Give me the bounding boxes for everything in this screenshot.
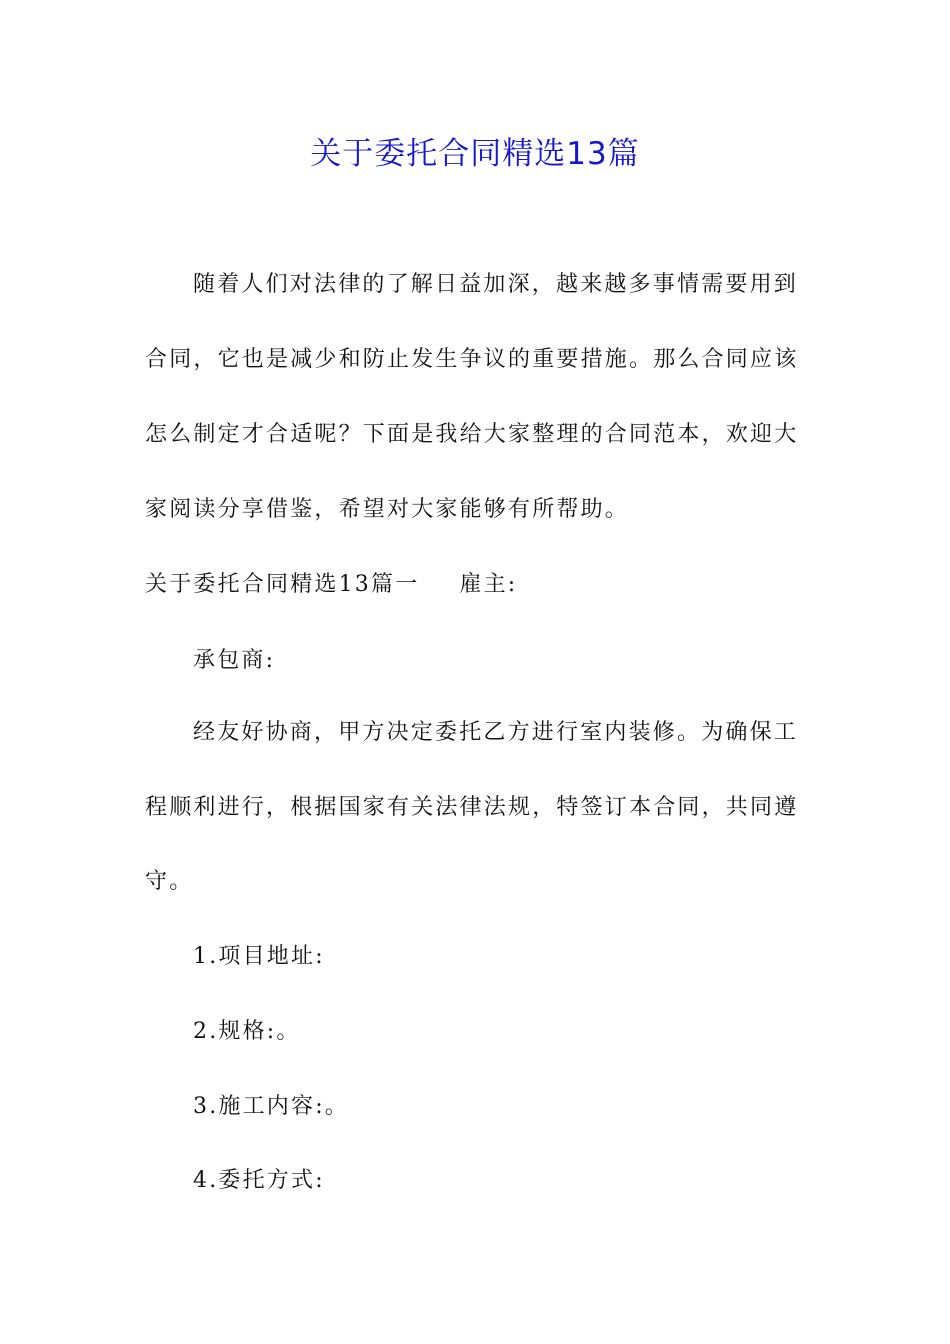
intro-line-4: 家阅读分享借鉴，希望对大家能够有所帮助。 [145,497,630,522]
contractor-label: 承包商: [193,648,276,673]
intro-line-2: 合同，它也是减少和防止发生争议的重要措施。那么合同应该 [145,347,799,372]
list-item-commission-method: 4.委托方式: [193,1168,325,1193]
employer-label: 雇主: [459,572,518,597]
document-title: 关于委托合同精选13篇 [310,136,640,172]
list-item-project-address: 1.项目地址: [193,944,325,969]
body-line-1: 经友好协商，甲方决定委托乙方进行室内装修。为确保工 [193,720,799,745]
intro-line-1: 随着人们对法律的了解日益加深，越来越多事情需要用到 [193,272,799,297]
list-item-construction-content: 3.施工内容:。 [193,1094,350,1119]
section-heading: 关于委托合同精选13篇一 [145,572,420,597]
section-heading-line [145,569,807,601]
intro-line-3: 怎么制定才合适呢？下面是我给大家整理的合同范本，欢迎大 [145,422,799,447]
body-line-3: 守。 [145,869,194,894]
list-item-specification: 2.规格:。 [193,1019,301,1044]
body-line-2: 程顺利进行，根据国家有关法律法规，特签订本合同，共同遵 [145,795,799,820]
